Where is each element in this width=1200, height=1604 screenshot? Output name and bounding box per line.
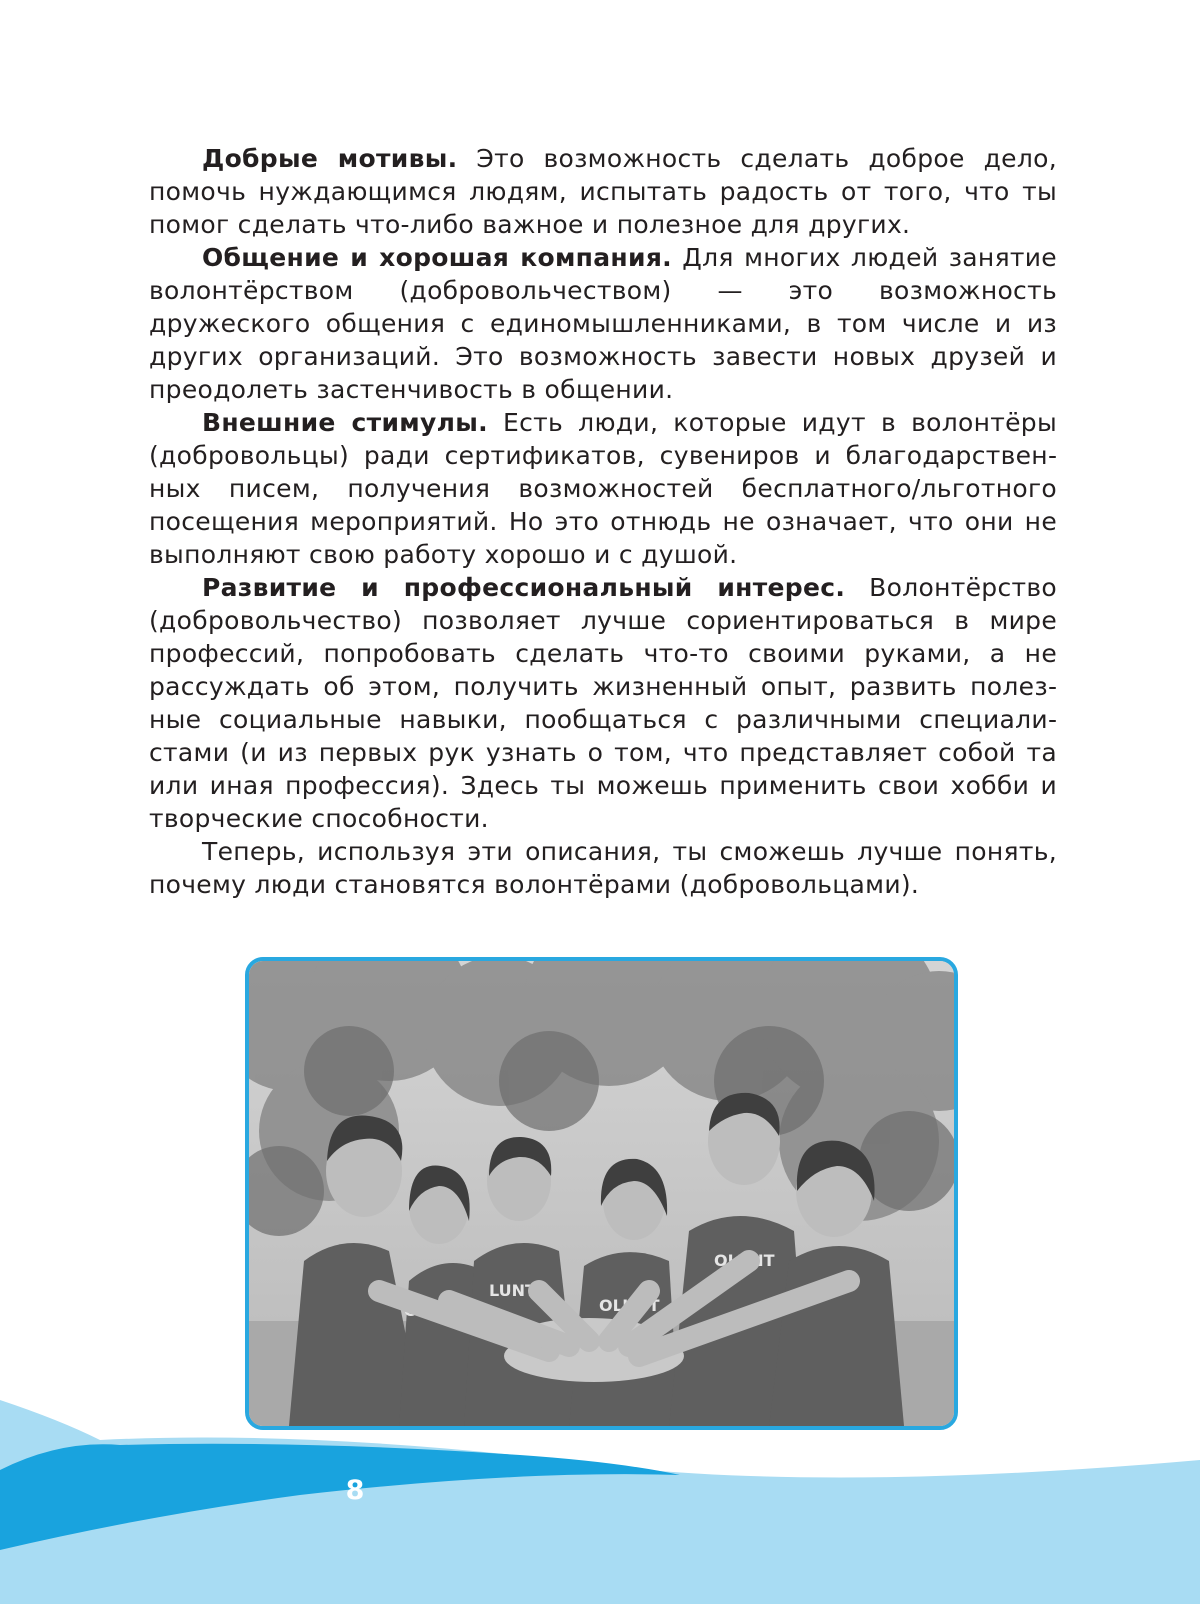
paragraph-communication — [149, 241, 1057, 406]
paragraph-heading: Добрые мотивы. — [202, 144, 458, 173]
shirt-text: OLUNT — [404, 1301, 465, 1320]
paragraph-body: Для многих людей занятие волонтёрством (добровольчеством) — это возможность дружеского общения с единомышленниками, в том числе и из других организаций. Это возможность завести новых друзей и преодолеть застенчивость в общении. — [149, 243, 1057, 404]
paragraph-external-stimuli — [149, 406, 1057, 571]
paragraph-heading: Общение и хорошая компания. — [202, 243, 672, 272]
paragraph-body: Есть люди, которые идут в волонтёры (добровольцы) ради сертификатов, сувениров и благодарственных писем, получения возможностей бесплатного/льготного посещения мероприятий. Но это отнюдь не означает, что они не выполняют свою работу хорошо и с душой. — [149, 408, 1057, 569]
paragraph-body: Теперь, используя эти описания, ты сможешь лучше понять, почему люди становятся волонтёрами (добровольцами). — [149, 837, 1057, 899]
paragraph-heading: Развитие и профессиональный интерес. — [202, 573, 846, 602]
page-number: 8 — [345, 1475, 365, 1506]
volunteers-photo-illustration — [249, 961, 954, 1426]
shirt-text: OLUNT — [714, 1251, 775, 1270]
footer-waves — [0, 1400, 1200, 1604]
paragraph-body: Волонтёрство (добровольчество) позволяет лучше сориентироваться в мире профессий, попробовать сделать что-то своими руками, а не рассуждать об этом, получить жизненный опыт, развить полезные социальные навыки, пообщаться с различными специалистами (и из первых рук узнать о том, что представляет собой та или иная профессия). Здесь ты можешь применить свои хобби и творческие способности. — [149, 573, 1057, 833]
volunteers-photo — [245, 957, 958, 1430]
paragraph-development — [149, 571, 1057, 835]
paragraph-body: Это возможность сделать доброе дело, помочь нуждающимся людям, испытать радость от того, что ты помог сделать что-либо важное и полезное для других. — [149, 144, 1057, 239]
paragraph-heading: Внешние стимулы. — [202, 408, 488, 437]
text-block — [149, 142, 1057, 901]
paragraph-good-motives — [149, 142, 1057, 241]
shirt-text: OLUNT — [599, 1296, 660, 1315]
shirt-text: LUNTE — [489, 1281, 547, 1300]
paragraph-conclusion — [149, 835, 1057, 901]
